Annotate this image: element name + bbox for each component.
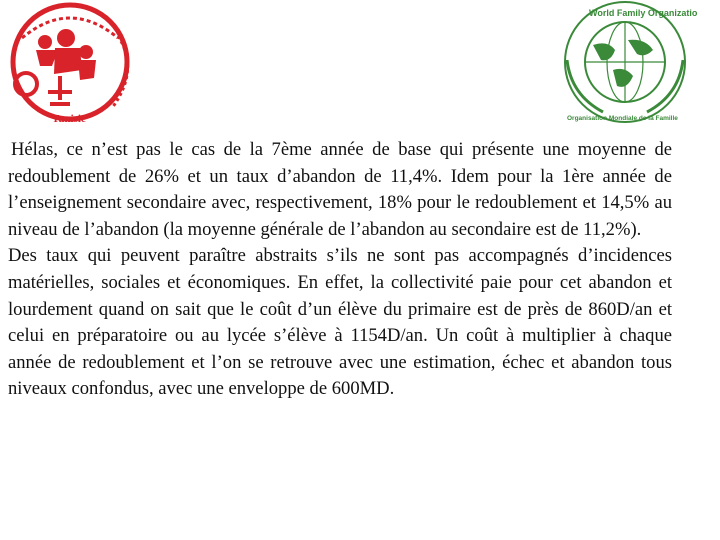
logo-top-text: World Family Organization	[589, 8, 698, 18]
logo-bottom-text: Organisation Mondiale de la Famille	[567, 115, 678, 122]
paragraph-2: Des taux qui peuvent paraître abstraits s’ils ne sont pas accompagnés d’incidences matérielles, sociales et économiques. En effet, la collectivité paie pour cet abandon et lourdement quand on sait que le coût d’un élève du primaire est de près de 860D/an et celui en préparatoire ou au lycée s’élève à 1154D/an. Un coût à multiplier à chaque année de redoublement et l’on se retrouve avec une estimation, échec et abandon tous niveaux confondus, avec une enveloppe de 600MD.	[8, 245, 672, 400]
paragraph-1: Hélas, ce n’est pas le cas de la 7ème année de base qui présente une moyenne de redoublement de 26% et un taux d’abandon de 11,4%. Idem pour la 1ère année de l’enseignement secondaire avec, respectivement, 18% pour le redoublement et 14,5% au niveau de l’abandon (la moyenne générale de l’abandon au secondaire est de 11,2%).	[8, 139, 672, 240]
tunisian-organization-logo	[0, 0, 150, 130]
logo-caption: Tunisie	[52, 113, 86, 125]
document-body	[8, 137, 672, 403]
world-family-organization-logo	[553, 0, 698, 125]
